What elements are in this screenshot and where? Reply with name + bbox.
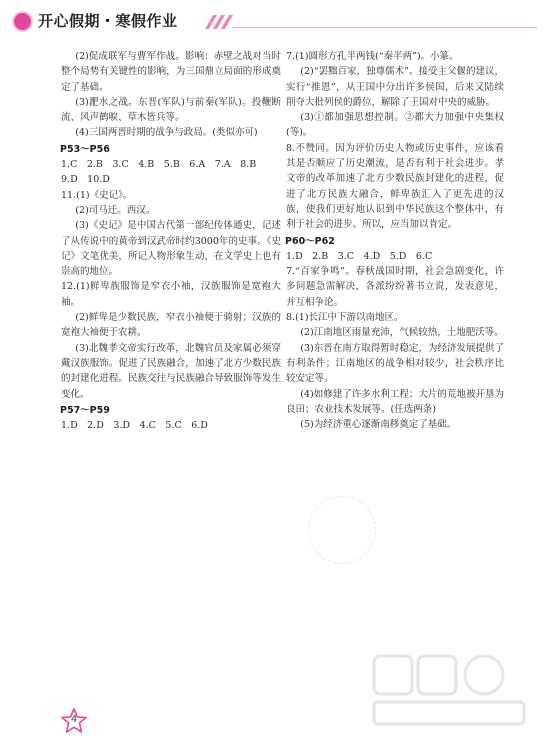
answer-text: (3)淝水之战。东晋(军队)与前秦(军队)。投鞭断流、风声鹤唳、草木皆兵等。 xyxy=(61,96,281,124)
answer-text: 8.不赞同。因为评价历史人物或历史事件，应该看其是否顺应了历史潮流，是否有利于社会进步。孝文帝的改革加速了北方少数民族封建化的进程，促进了北方民族大融合，鲜卑族汇入了更先进的汉族，使我们更好地认识到中华民族这个整体中，有利于社会的进步。所以，应当加以肯定。 xyxy=(286,142,504,231)
header-title: 开心假期・寒假作业 xyxy=(38,12,178,30)
answer-text: 12.(1)鲜卑族服饰是窄衣小袖，汉族服饰是宽袍大袖。 xyxy=(61,281,281,308)
choice-answers: 1.D 2.B 3.C 4.D 5.D 6.C xyxy=(286,250,433,262)
left-column xyxy=(61,49,281,433)
answer-text: (5)为经济重心逐渐南移奠定了基础。 xyxy=(300,419,457,431)
answer-text: (3)东晋在南方取得暂时稳定，为经济发展提供了有利条件；江南地区的战争相对较少，社会秩序比较安定等。 xyxy=(286,342,504,385)
choice-answers: 9.D 10.D xyxy=(61,174,110,186)
section-heading: P60～P62 xyxy=(285,235,335,247)
answer-text: (2)促成联军与曹军作战。影响：赤壁之战对当时整个局势有关键性的影响，为三国鼎立局面的形成奠定了基础。 xyxy=(61,51,281,93)
choice-answers: 1.C 2.B 3.C 4.B 5.B 6.A 7.A 8.B xyxy=(61,159,257,171)
answer-text: 11.(1)《史记》。 xyxy=(61,189,133,201)
header-rule xyxy=(232,27,537,28)
right-column xyxy=(286,49,504,432)
watermark-logo xyxy=(372,650,542,730)
answer-text: (3)《史记》是中国古代第一部纪传体通史，记述了从传说中的黄帝到汉武帝时约3000年的史事。《史记》文笔优美，所记人物形象生动，在文学史上也有崇高的地位。 xyxy=(61,220,281,278)
answer-text: (4)三国两晋时期的战争与政局。(类似亦可) xyxy=(75,127,258,139)
page-header xyxy=(0,0,550,46)
answer-text: 8.(1)长江中下游以南地区。 xyxy=(286,312,404,324)
answer-text: (3)北魏孝文帝实行改革，北魏官员及家属必须穿戴汉族服饰。促进了民族融合，加速了北方少数民族的封建化进程。民族交往与民族融合导致服饰等发生变化。 xyxy=(61,342,281,400)
answer-text: (2)“罢黜百家，独尊儒术”。接受主父偃的建议，实行“推恩”，从王国中分出许多侯国，后来又陆续削夺大批列侯的爵位，解除了王国对中央的威胁。 xyxy=(286,66,504,108)
answer-text: (2)司马迁。西汉。 xyxy=(75,204,156,216)
faint-stamp-seal xyxy=(308,496,376,564)
section-heading: P53～P56 xyxy=(60,143,110,155)
header-dot-icon xyxy=(14,13,31,30)
page-number: 4 xyxy=(70,714,78,725)
answer-text: 7.“百家争鸣”。春秋战国时期，社会急剧变化，许多问题急需解决，各派纷纷著书立说，发表意见，并互相争论。 xyxy=(286,266,504,308)
answer-text: (2)江南地区雨量充沛，气候较热，土地肥沃等。 xyxy=(300,327,504,339)
choice-answers: 1.D 2.D 3.D 4.C 5.C 6.D xyxy=(61,420,208,432)
answer-text: 7.(1)圆形方孔半两钱(“秦半两”)。小篆。 xyxy=(286,51,459,62)
answer-text: (3)①都加强思想控制。②都大力加强中央集权(等)。 xyxy=(286,112,504,139)
section-heading: P57～P59 xyxy=(60,404,110,416)
header-stripes-icon xyxy=(209,14,233,33)
answer-text: (2)鲜卑是少数民族，窄衣小袖便于骑射；汉族的宽袍大袖便于农耕。 xyxy=(61,312,281,339)
answer-text: (4)如修建了许多水利工程；大片的荒地被开垦为良田；农业技术发展等。(任选两条) xyxy=(286,388,504,415)
